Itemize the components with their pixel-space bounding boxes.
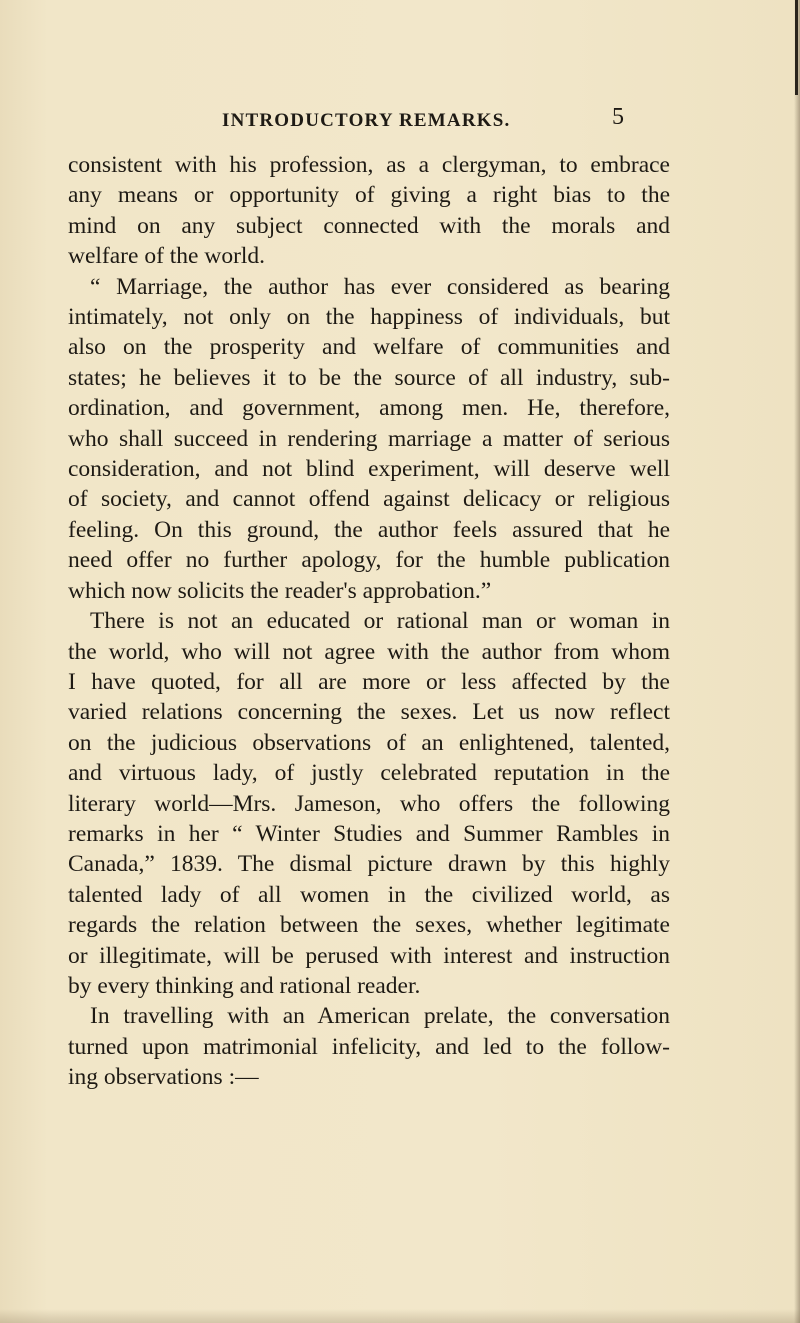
text-line: by every thinking and rational reader. — [68, 972, 421, 999]
text-line: welfare of the world. — [68, 243, 266, 270]
text-line: on the judicious observations of an enlightened, talented, — [68, 729, 670, 756]
text-line: There is not an educated or rational man or woman in — [90, 608, 670, 635]
text-line: Canada,” 1839. The dismal picture drawn by this highly — [68, 851, 670, 878]
text-line: who shall succeed in rendering marriage a matter of serious — [68, 425, 670, 452]
text-line: states; he believes it to be the source of all industry, sub- — [68, 364, 670, 391]
text-line: intimately, not only on the happiness of individuals, but — [68, 304, 670, 331]
text-line: In travelling with an American prelate, the conversation — [90, 1003, 670, 1030]
text-line: feeling. On this ground, the author feels assured that he — [68, 516, 670, 543]
text-line: regards the relation between the sexes, whether legitimate — [68, 912, 670, 939]
text-line: talented lady of all women in the civilized world, as — [68, 881, 670, 908]
page-edge-mark — [795, 0, 798, 95]
text-line: ordination, and government, among men. He, therefore, — [68, 395, 670, 422]
text-line: the world, who will not agree with the author from whom — [68, 638, 670, 665]
text-line: I have quoted, for all are more or less affected by the — [68, 668, 670, 695]
text-line: of society, and cannot offend against delicacy or religious — [68, 486, 670, 513]
text-line: consistent with his profession, as a clergyman, to embrace — [68, 152, 670, 178]
text-line: and virtuous lady, of justly celebrated reputation in the — [68, 760, 670, 787]
text-line: mind on any subject connected with the morals and — [68, 212, 670, 239]
text-line: ing observations :— — [68, 1064, 259, 1091]
running-head: INTRODUCTORY REMARKS. — [222, 110, 511, 131]
text-line: varied relations concerning the sexes. Let us now reflect — [68, 699, 670, 726]
text-line: turned upon matrimonial infelicity, and led to the follow- — [68, 1033, 670, 1060]
text-line: “ Marriage, the author has ever considered as bearing — [90, 273, 670, 300]
text-line: need offer no further apology, for the humble publication — [68, 547, 670, 574]
text-line: literary world—Mrs. Jameson, who offers the following — [68, 790, 670, 817]
text-line: remarks in her “ Winter Studies and Summer Rambles in — [68, 820, 670, 847]
text-line: consideration, and not blind experiment, will deserve well — [68, 456, 670, 483]
page-bottom-edge — [0, 1309, 800, 1323]
page-number: 5 — [612, 104, 624, 130]
text-line: also on the prosperity and welfare of communities and — [68, 334, 670, 361]
text-line: or illegitimate, will be perused with interest and instruction — [68, 942, 670, 969]
body-text — [68, 150, 670, 1093]
text-line: any means or opportunity of giving a right bias to the — [68, 182, 670, 209]
text-line: which now solicits the reader's approbation.” — [68, 577, 492, 604]
page-edge-shadow — [794, 0, 800, 1323]
